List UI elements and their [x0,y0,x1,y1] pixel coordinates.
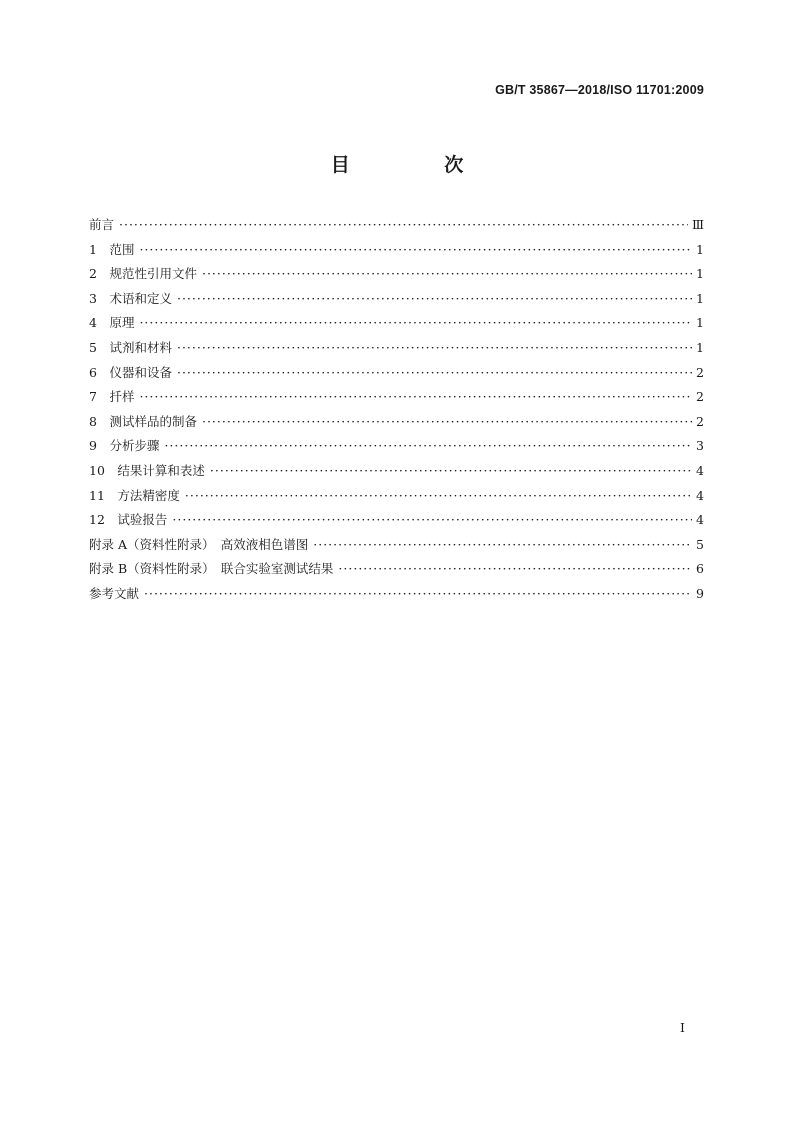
toc-entry-page: 5 [696,536,704,552]
toc-leader-dots [139,238,692,263]
table-of-contents [89,213,704,607]
toc-leader-dots [202,410,692,435]
toc-leader-dots [210,459,692,484]
toc-entry-page: 2 [696,389,704,405]
toc-entry-precision[interactable] [89,484,704,509]
toc-entry-scope[interactable] [89,238,704,263]
toc-entry-label: 8 测试样品的制备 [89,413,197,429]
toc-leader-dots [119,213,688,238]
toc-entry-label: 附录 B（资料性附录） 联合实验室测试结果 [89,561,334,577]
toc-entry-page: 4 [696,512,704,528]
toc-entry-label: 附录 A（资料性附录） 高效液相色谱图 [89,536,309,552]
toc-entry-label: 参考文献 [89,585,140,601]
page-title: 目 次 [330,154,508,176]
toc-leader-dots [177,336,692,361]
toc-entry-terms-definitions[interactable] [89,287,704,312]
toc-entry-label: 11 方法精密度 [89,487,180,503]
toc-entry-annex-b[interactable] [89,557,704,582]
toc-entry-label: 3 术语和定义 [89,290,172,306]
toc-entry-page: 2 [696,364,704,380]
page-number: I [680,1020,685,1035]
toc-entry-page: 2 [696,413,704,429]
toc-entry-calculation[interactable] [89,459,704,484]
toc-leader-dots [172,508,692,533]
toc-leader-dots [185,484,692,509]
toc-entry-label: 7 扦样 [89,389,135,405]
toc-entry-sample-preparation[interactable] [89,410,704,435]
toc-leader-dots [177,361,692,386]
toc-entry-bibliography[interactable] [89,582,704,607]
toc-entry-page: Ⅲ [691,217,704,232]
toc-entry-procedure[interactable] [89,434,704,459]
toc-entry-label: 9 分析步骤 [89,438,160,454]
toc-entry-label: 5 试剂和材料 [89,339,172,355]
toc-leader-dots [144,582,692,607]
toc-entry-label: 4 原理 [89,315,135,331]
toc-entry-test-report[interactable] [89,508,704,533]
toc-entry-page: 1 [696,315,704,331]
toc-entry-label: 12 试验报告 [89,512,168,528]
toc-entry-label: 前言 [89,217,115,232]
toc-entry-label: 2 规范性引用文件 [89,266,197,282]
toc-entry-page: 9 [696,585,704,601]
toc-entry-page: 6 [696,561,704,577]
toc-leader-dots [164,434,692,459]
toc-entry-reagents-materials[interactable] [89,336,704,361]
toc-entry-normative-references[interactable] [89,262,704,287]
toc-leader-dots [177,287,692,312]
toc-entry-page: 1 [696,266,704,282]
toc-entry-page: 1 [696,290,704,306]
toc-entry-page: 4 [696,487,704,503]
toc-entry-page: 4 [696,462,704,478]
toc-leader-dots [313,533,692,558]
toc-entry-label: 10 结果计算和表述 [89,462,205,478]
toc-entry-sampling[interactable] [89,385,704,410]
toc-entry-label: 6 仪器和设备 [89,364,172,380]
toc-entry-principle[interactable] [89,311,704,336]
toc-leader-dots [139,311,692,336]
toc-leader-dots [338,557,692,582]
standard-code: GB/T 35867—2018/ISO 11701:2009 [495,83,704,97]
toc-entry-foreword[interactable] [89,213,704,238]
toc-entry-page: 3 [696,438,704,454]
toc-leader-dots [139,385,692,410]
toc-entry-page: 1 [696,241,704,257]
toc-entry-page: 1 [696,339,704,355]
toc-leader-dots [202,262,692,287]
toc-entry-apparatus[interactable] [89,361,704,386]
toc-entry-annex-a[interactable] [89,533,704,558]
toc-entry-label: 1 范围 [89,241,135,257]
